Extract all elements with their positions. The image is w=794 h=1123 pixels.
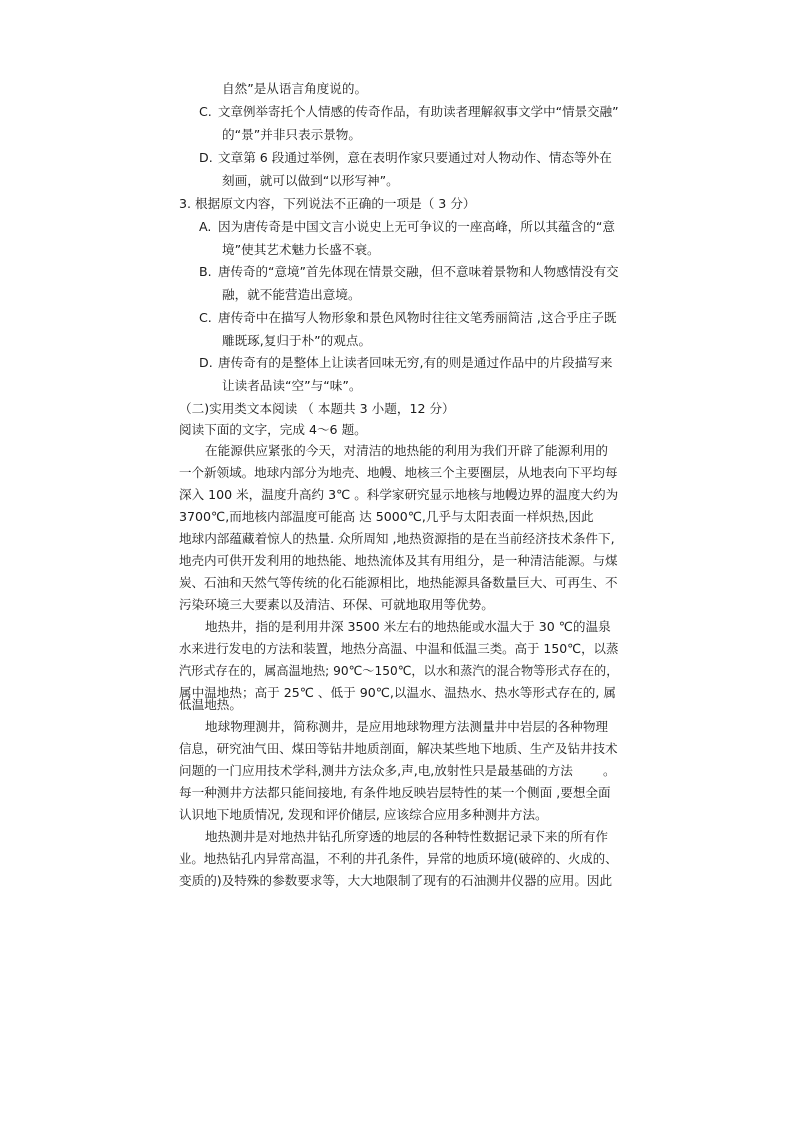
p2-line: 水来进行发电的方法和装置，地热分高温、中温和低温三类。高于 150℃，以蒸 <box>179 641 619 656</box>
q3-stem: 3. 根据原文内容，下列说法不正确的一项是（ 3 分） <box>179 196 476 211</box>
q3-option-d-label: D. <box>199 355 213 370</box>
p4-line: 地热测井是对地热井钻孔所穿透的地层的各种特性数据记录下来的所有作 <box>205 829 608 844</box>
p2-line: 地热井，指的是利用井深 3500 米左右的地热能或水温大于 30 ℃的温泉 <box>205 619 611 634</box>
p1-line: 地球内部蕴藏着惊人的热量. 众所周知 ,地热资源指的是在当前经济技术条件下, <box>179 531 615 546</box>
p4-line: 变质的)及特殊的参数要求等，大大地限制了现有的石油测井仪器的应用。因此 <box>179 873 613 888</box>
q3-option-a-label: A. <box>199 219 212 234</box>
p3-tail-mark: 。 <box>603 763 616 778</box>
p1-line: 深入 100 米，温度升高约 3℃ 。科学家研究显示地核与地幔边界的温度大约为 <box>179 487 619 502</box>
q3-option-c-line1: 唐传奇中在描写人物形象和景色风物时往往文笔秀丽简洁 ,这合乎庄子既 <box>218 310 617 325</box>
q3-option-c-line2: 雕既琢,复归于朴”的观点。 <box>222 333 372 348</box>
p3-line: 认识地下地质情况, 发现和评价储层, 应该综合应用多种测井方法。 <box>179 807 548 822</box>
p4-line: 业。地热钻孔内异常高温，不利的井孔条件，异常的地质环境(破碎的、火成的、 <box>179 851 618 866</box>
q3-option-a-line1: 因为唐传奇是中国文言小说史上无可争议的一座高峰，所以其蕴含的“意 <box>218 219 615 234</box>
p2-line: 低温地热。 <box>179 697 242 712</box>
p2-line: 属中温地热；高于 25℃ 、低于 90℃,以温水、温热水、热水等形式存在的, 属 <box>179 685 616 700</box>
p1-line: 一个新领域。地球内部分为地壳、地幔、地核三个主要圈层，从地表向下平均每 <box>179 465 618 480</box>
q3-option-b-label: B. <box>199 264 212 279</box>
p3-line: 每一种测井方法都只能间接地, 有条件地反映岩层特性的某一个侧面 ,要想全面 <box>179 785 611 800</box>
p1-line: 污染环境三大要素以及清洁、环保、可就地取用等优势。 <box>179 597 494 612</box>
p3-line: 信息，研究油气田、煤田等钻井地质剖面，解决某些地下地质、生产及钻井技术 <box>179 741 618 756</box>
q2-option-d-line1: 文章第 6 段通过举例，意在表明作家只要通过对人物动作、情态等外在 <box>218 150 612 165</box>
section-heading: （二)实用类文本阅读 （ 本题共 3 小题，12 分） <box>179 401 455 416</box>
p3-line: 问题的一门应用技术学科,测井方法众多,声,电,放射性只是最基础的方法 <box>179 763 573 778</box>
p2-line: 汽形式存在的，属高温地热; 90℃～150℃，以水和蒸汽的混合物等形式存在的， <box>179 663 619 678</box>
q2-option-c-line2: 的“景”并非只表示景物。 <box>222 127 361 142</box>
q2-option-c-line1: 文章例举寄托个人情感的传奇作品，有助读者理解叙事文学中“情景交融” <box>218 104 619 119</box>
q3-option-b-line1: 唐传奇的“意境”首先体现在情景交融，但不意味着景物和人物感情没有交 <box>218 264 619 279</box>
p1-line: 炭、石油和天然气等传统的化石能源相比，地热能源具备数量巨大、可再生、不 <box>179 575 618 590</box>
q2-option-c-label: C. <box>199 104 212 119</box>
q3-option-b-line2: 融，就不能营造出意境。 <box>222 287 361 302</box>
p1-line: 地壳内可供开发利用的地热能、地热流体及其有用组分，是一种清洁能源。与煤 <box>179 553 618 568</box>
q3-option-d-line1: 唐传奇有的是整体上让读者回味无穷,有的则是通过作品中的片段描写来 <box>218 355 613 370</box>
q2-option-d-label: D. <box>199 150 213 165</box>
q2-option-d-line2: 刻画，就可以做到“以形写神”。 <box>222 173 399 188</box>
p1-line: 3700℃,而地核内部温度可能高 达 5000℃,几乎与太阳表面一样炽热,因此 <box>179 509 594 524</box>
section-instruction: 阅读下面的文字，完成 4～6 题。 <box>179 422 367 437</box>
q3-option-d-line2: 让读者品读“空”与“味”。 <box>222 378 362 393</box>
q3-option-c-label: C. <box>199 310 212 325</box>
q3-option-a-line2: 境”使其艺术魅力长盛不衰。 <box>222 242 380 257</box>
p1-line: 在能源供应紧张的今天，对清洁的地热能的利用为我们开辟了能源利用的 <box>205 443 608 458</box>
p3-line: 地球物理测井，简称测井，是应用地球物理方法测量井中岩层的各种物理 <box>205 719 608 734</box>
q2-option-b-tail: 自然”是从语言角度说的。 <box>222 81 368 96</box>
